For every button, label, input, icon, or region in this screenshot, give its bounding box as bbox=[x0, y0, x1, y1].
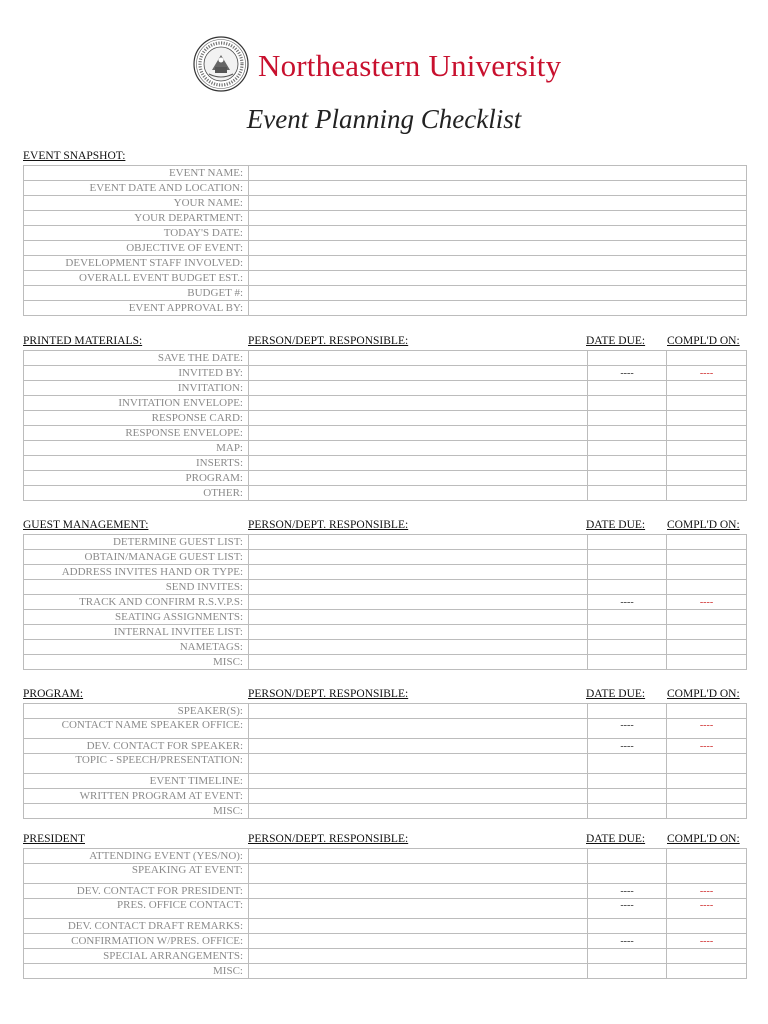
task-label: OBTAIN/MANAGE GUEST LIST: bbox=[24, 550, 249, 565]
field-value-cell[interactable] bbox=[249, 181, 747, 196]
completed-cell[interactable] bbox=[667, 471, 747, 486]
task-label: SEND INVITES: bbox=[24, 580, 249, 595]
task-label: SEATING ASSIGNMENTS: bbox=[24, 610, 249, 625]
responsible-cell[interactable] bbox=[249, 849, 588, 864]
responsible-cell[interactable] bbox=[249, 625, 588, 640]
page-title: Event Planning Checklist bbox=[246, 104, 522, 134]
completed-cell[interactable] bbox=[667, 610, 747, 625]
date-due-cell[interactable] bbox=[588, 640, 667, 655]
table-row bbox=[24, 964, 747, 979]
completed-cell[interactable]: ---- bbox=[667, 934, 747, 949]
responsible-cell[interactable] bbox=[249, 949, 588, 964]
field-value-cell[interactable] bbox=[249, 256, 747, 271]
task-label: SPEAKER(S): bbox=[24, 704, 249, 719]
table-row bbox=[24, 704, 747, 719]
program-table bbox=[23, 703, 747, 819]
table-row bbox=[24, 351, 747, 366]
task-label: ATTENDING EVENT (YES/NO): bbox=[24, 849, 249, 864]
date-due-cell[interactable]: ---- bbox=[588, 739, 667, 754]
field-value-cell[interactable] bbox=[249, 301, 747, 316]
responsible-cell[interactable] bbox=[249, 704, 588, 719]
task-label: SAVE THE DATE: bbox=[24, 351, 249, 366]
table-row bbox=[24, 196, 747, 211]
date-due-column-header: DATE DUE: bbox=[586, 519, 646, 531]
printed-materials-section bbox=[23, 335, 746, 501]
completed-cell[interactable] bbox=[667, 486, 747, 501]
field-value-cell[interactable] bbox=[249, 286, 747, 301]
date-due-cell[interactable] bbox=[588, 919, 667, 934]
completed-cell[interactable] bbox=[667, 964, 747, 979]
table-row bbox=[24, 640, 747, 655]
date-due-cell[interactable] bbox=[588, 754, 667, 774]
responsible-cell[interactable] bbox=[249, 899, 588, 919]
table-row bbox=[24, 286, 747, 301]
date-due-cell[interactable] bbox=[588, 565, 667, 580]
task-label: RESPONSE CARD: bbox=[24, 411, 249, 426]
date-due-cell[interactable] bbox=[588, 804, 667, 819]
date-due-cell[interactable] bbox=[588, 949, 667, 964]
task-label: MISC: bbox=[24, 804, 249, 819]
date-due-column-header: DATE DUE: bbox=[586, 335, 646, 347]
completed-cell[interactable] bbox=[667, 704, 747, 719]
date-due-cell[interactable]: ---- bbox=[588, 719, 667, 739]
task-label: DEV. CONTACT FOR PRESIDENT: bbox=[24, 884, 249, 899]
completed-cell[interactable] bbox=[667, 456, 747, 471]
date-due-cell[interactable] bbox=[588, 610, 667, 625]
table-row bbox=[24, 181, 747, 196]
section-title: PRESIDENT bbox=[23, 833, 85, 845]
field-label: EVENT DATE AND LOCATION: bbox=[24, 181, 249, 196]
responsible-cell[interactable] bbox=[249, 640, 588, 655]
field-value-cell[interactable] bbox=[249, 211, 747, 226]
task-label: PROGRAM: bbox=[24, 471, 249, 486]
responsible-cell[interactable] bbox=[249, 366, 588, 381]
date-due-cell[interactable] bbox=[588, 486, 667, 501]
table-row bbox=[24, 610, 747, 625]
date-due-cell[interactable] bbox=[588, 580, 667, 595]
completed-cell[interactable] bbox=[667, 864, 747, 884]
responsible-cell[interactable] bbox=[249, 934, 588, 949]
field-label: EVENT APPROVAL BY: bbox=[24, 301, 249, 316]
section-title: GUEST MANAGEMENT: bbox=[23, 519, 149, 531]
date-due-cell[interactable] bbox=[588, 789, 667, 804]
table-row bbox=[24, 211, 747, 226]
table-row bbox=[24, 595, 747, 610]
date-due-cell[interactable] bbox=[588, 441, 667, 456]
completed-cell[interactable] bbox=[667, 535, 747, 550]
guest-management-section bbox=[23, 519, 746, 670]
responsible-cell[interactable] bbox=[249, 884, 588, 899]
date-due-column-header: DATE DUE: bbox=[586, 833, 646, 845]
task-label: TRACK AND CONFIRM R.S.V.P.S: bbox=[24, 595, 249, 610]
task-label: RESPONSE ENVELOPE: bbox=[24, 426, 249, 441]
date-due-cell[interactable] bbox=[588, 351, 667, 366]
university-name: Northeastern University bbox=[258, 48, 562, 83]
responsible-cell[interactable] bbox=[249, 550, 588, 565]
completed-column-header: COMPL'D ON: bbox=[667, 688, 740, 700]
table-row bbox=[24, 899, 747, 919]
task-label: DEV. CONTACT FOR SPEAKER: bbox=[24, 739, 249, 754]
completed-cell[interactable]: ---- bbox=[667, 899, 747, 919]
completed-cell[interactable]: ---- bbox=[667, 366, 747, 381]
table-row bbox=[24, 804, 747, 819]
task-label: INSERTS: bbox=[24, 456, 249, 471]
completed-cell[interactable] bbox=[667, 396, 747, 411]
completed-cell[interactable] bbox=[667, 774, 747, 789]
field-label: OVERALL EVENT BUDGET EST.: bbox=[24, 271, 249, 286]
completed-cell[interactable] bbox=[667, 625, 747, 640]
table-row bbox=[24, 456, 747, 471]
completed-cell[interactable]: ---- bbox=[667, 739, 747, 754]
date-due-cell[interactable]: ---- bbox=[588, 595, 667, 610]
responsible-cell[interactable] bbox=[249, 471, 588, 486]
responsible-cell[interactable] bbox=[249, 919, 588, 934]
completed-column-header: COMPL'D ON: bbox=[667, 519, 740, 531]
table-row bbox=[24, 256, 747, 271]
program-section bbox=[23, 688, 746, 819]
field-label: YOUR DEPARTMENT: bbox=[24, 211, 249, 226]
table-row bbox=[24, 754, 747, 774]
responsible-cell[interactable] bbox=[249, 864, 588, 884]
completed-cell[interactable]: ---- bbox=[667, 595, 747, 610]
field-label: TODAY'S DATE: bbox=[24, 226, 249, 241]
snapshot-table bbox=[23, 165, 747, 316]
field-value-cell[interactable] bbox=[249, 226, 747, 241]
completed-cell[interactable] bbox=[667, 441, 747, 456]
date-due-cell[interactable] bbox=[588, 381, 667, 396]
person-column-header: PERSON/DEPT. RESPONSIBLE: bbox=[248, 335, 409, 347]
completed-cell[interactable]: ---- bbox=[667, 884, 747, 899]
task-label: INTERNAL INVITEE LIST: bbox=[24, 625, 249, 640]
table-row bbox=[24, 949, 747, 964]
table-row bbox=[24, 774, 747, 789]
completed-cell[interactable] bbox=[667, 565, 747, 580]
responsible-cell[interactable] bbox=[249, 411, 588, 426]
task-label: TOPIC - SPEECH/PRESENTATION: bbox=[24, 754, 249, 774]
table-row bbox=[24, 550, 747, 565]
task-label: NAMETAGS: bbox=[24, 640, 249, 655]
date-due-cell[interactable] bbox=[588, 655, 667, 670]
university-seal-icon bbox=[193, 36, 249, 92]
header bbox=[0, 30, 768, 94]
table-row bbox=[24, 301, 747, 316]
responsible-cell[interactable] bbox=[249, 774, 588, 789]
field-label: YOUR NAME: bbox=[24, 196, 249, 211]
completed-cell[interactable] bbox=[667, 411, 747, 426]
date-due-cell[interactable]: ---- bbox=[588, 934, 667, 949]
printed-table bbox=[23, 350, 747, 501]
table-row bbox=[24, 381, 747, 396]
responsible-cell[interactable] bbox=[249, 595, 588, 610]
table-row bbox=[24, 241, 747, 256]
field-value-cell[interactable] bbox=[249, 271, 747, 286]
table-row bbox=[24, 655, 747, 670]
section-title: PROGRAM: bbox=[23, 688, 84, 700]
completed-cell[interactable] bbox=[667, 550, 747, 565]
responsible-cell[interactable] bbox=[249, 655, 588, 670]
task-label: SPECIAL ARRANGEMENTS: bbox=[24, 949, 249, 964]
table-row bbox=[24, 166, 747, 181]
responsible-cell[interactable] bbox=[249, 396, 588, 411]
task-label: DETERMINE GUEST LIST: bbox=[24, 535, 249, 550]
section-title: PRINTED MATERIALS: bbox=[23, 335, 143, 347]
table-row bbox=[24, 471, 747, 486]
table-row bbox=[24, 864, 747, 884]
table-row bbox=[24, 789, 747, 804]
task-label: CONTACT NAME SPEAKER OFFICE: bbox=[24, 719, 249, 739]
table-row bbox=[24, 226, 747, 241]
table-row bbox=[24, 580, 747, 595]
responsible-cell[interactable] bbox=[249, 789, 588, 804]
date-due-cell[interactable] bbox=[588, 849, 667, 864]
completed-cell[interactable] bbox=[667, 949, 747, 964]
responsible-cell[interactable] bbox=[249, 351, 588, 366]
table-row bbox=[24, 426, 747, 441]
task-label: SPEAKING AT EVENT: bbox=[24, 864, 249, 884]
task-label: OTHER: bbox=[24, 486, 249, 501]
responsible-cell[interactable] bbox=[249, 456, 588, 471]
completed-cell[interactable] bbox=[667, 351, 747, 366]
table-row bbox=[24, 565, 747, 580]
field-label: OBJECTIVE OF EVENT: bbox=[24, 241, 249, 256]
task-label: PRES. OFFICE CONTACT: bbox=[24, 899, 249, 919]
table-row bbox=[24, 919, 747, 934]
date-due-cell[interactable] bbox=[588, 471, 667, 486]
table-row bbox=[24, 441, 747, 456]
completed-cell[interactable] bbox=[667, 655, 747, 670]
task-label: INVITATION ENVELOPE: bbox=[24, 396, 249, 411]
date-due-cell[interactable] bbox=[588, 964, 667, 979]
task-label: INVITED BY: bbox=[24, 366, 249, 381]
person-column-header: PERSON/DEPT. RESPONSIBLE: bbox=[248, 688, 409, 700]
table-row bbox=[24, 486, 747, 501]
responsible-cell[interactable] bbox=[249, 535, 588, 550]
person-column-header: PERSON/DEPT. RESPONSIBLE: bbox=[248, 519, 409, 531]
responsible-cell[interactable] bbox=[249, 610, 588, 625]
task-label: DEV. CONTACT DRAFT REMARKS: bbox=[24, 919, 249, 934]
table-row bbox=[24, 411, 747, 426]
responsible-cell[interactable] bbox=[249, 719, 588, 739]
completed-cell[interactable] bbox=[667, 789, 747, 804]
president-section bbox=[23, 833, 746, 979]
section-title: EVENT SNAPSHOT: bbox=[23, 150, 126, 162]
field-value-cell[interactable] bbox=[249, 241, 747, 256]
date-due-cell[interactable] bbox=[588, 550, 667, 565]
completed-cell[interactable]: ---- bbox=[667, 719, 747, 739]
date-due-column-header: DATE DUE: bbox=[586, 688, 646, 700]
task-label: WRITTEN PROGRAM AT EVENT: bbox=[24, 789, 249, 804]
date-due-cell[interactable] bbox=[588, 456, 667, 471]
completed-cell[interactable] bbox=[667, 640, 747, 655]
event-snapshot-section bbox=[23, 150, 746, 316]
completed-column-header: COMPL'D ON: bbox=[667, 335, 740, 347]
date-due-cell[interactable]: ---- bbox=[588, 884, 667, 899]
table-row bbox=[24, 535, 747, 550]
field-value-cell[interactable] bbox=[249, 166, 747, 181]
completed-cell[interactable] bbox=[667, 804, 747, 819]
person-column-header: PERSON/DEPT. RESPONSIBLE: bbox=[248, 833, 409, 845]
date-due-cell[interactable] bbox=[588, 864, 667, 884]
date-due-cell[interactable]: ---- bbox=[588, 366, 667, 381]
field-value-cell[interactable] bbox=[249, 196, 747, 211]
responsible-cell[interactable] bbox=[249, 565, 588, 580]
table-row bbox=[24, 849, 747, 864]
table-row bbox=[24, 934, 747, 949]
task-label: MISC: bbox=[24, 964, 249, 979]
task-label: INVITATION: bbox=[24, 381, 249, 396]
president-table bbox=[23, 848, 747, 979]
task-label: ADDRESS INVITES HAND OR TYPE: bbox=[24, 565, 249, 580]
table-row bbox=[24, 719, 747, 739]
date-due-cell[interactable] bbox=[588, 774, 667, 789]
field-label: DEVELOPMENT STAFF INVOLVED: bbox=[24, 256, 249, 271]
responsible-cell[interactable] bbox=[249, 739, 588, 754]
responsible-cell[interactable] bbox=[249, 441, 588, 456]
completed-cell[interactable] bbox=[667, 849, 747, 864]
completed-cell[interactable] bbox=[667, 381, 747, 396]
date-due-cell[interactable] bbox=[588, 396, 667, 411]
responsible-cell[interactable] bbox=[249, 426, 588, 441]
responsible-cell[interactable] bbox=[249, 804, 588, 819]
date-due-cell[interactable] bbox=[588, 426, 667, 441]
table-row bbox=[24, 396, 747, 411]
field-label: BUDGET #: bbox=[24, 286, 249, 301]
guest-table bbox=[23, 534, 747, 670]
responsible-cell[interactable] bbox=[249, 754, 588, 774]
date-due-cell[interactable] bbox=[588, 411, 667, 426]
table-row bbox=[24, 366, 747, 381]
date-due-cell[interactable]: ---- bbox=[588, 899, 667, 919]
table-row bbox=[24, 625, 747, 640]
task-label: EVENT TIMELINE: bbox=[24, 774, 249, 789]
task-label: CONFIRMATION W/PRES. OFFICE: bbox=[24, 934, 249, 949]
completed-cell[interactable] bbox=[667, 580, 747, 595]
task-label: MISC: bbox=[24, 655, 249, 670]
responsible-cell[interactable] bbox=[249, 486, 588, 501]
table-row bbox=[24, 884, 747, 899]
responsible-cell[interactable] bbox=[249, 964, 588, 979]
date-due-cell[interactable] bbox=[588, 625, 667, 640]
completed-cell[interactable] bbox=[667, 919, 747, 934]
field-label: EVENT NAME: bbox=[24, 166, 249, 181]
completed-column-header: COMPL'D ON: bbox=[667, 833, 740, 845]
date-due-cell[interactable] bbox=[588, 535, 667, 550]
date-due-cell[interactable] bbox=[588, 704, 667, 719]
table-row bbox=[24, 739, 747, 754]
completed-cell[interactable] bbox=[667, 754, 747, 774]
task-label: MAP: bbox=[24, 441, 249, 456]
table-row bbox=[24, 271, 747, 286]
responsible-cell[interactable] bbox=[249, 580, 588, 595]
responsible-cell[interactable] bbox=[249, 381, 588, 396]
completed-cell[interactable] bbox=[667, 426, 747, 441]
